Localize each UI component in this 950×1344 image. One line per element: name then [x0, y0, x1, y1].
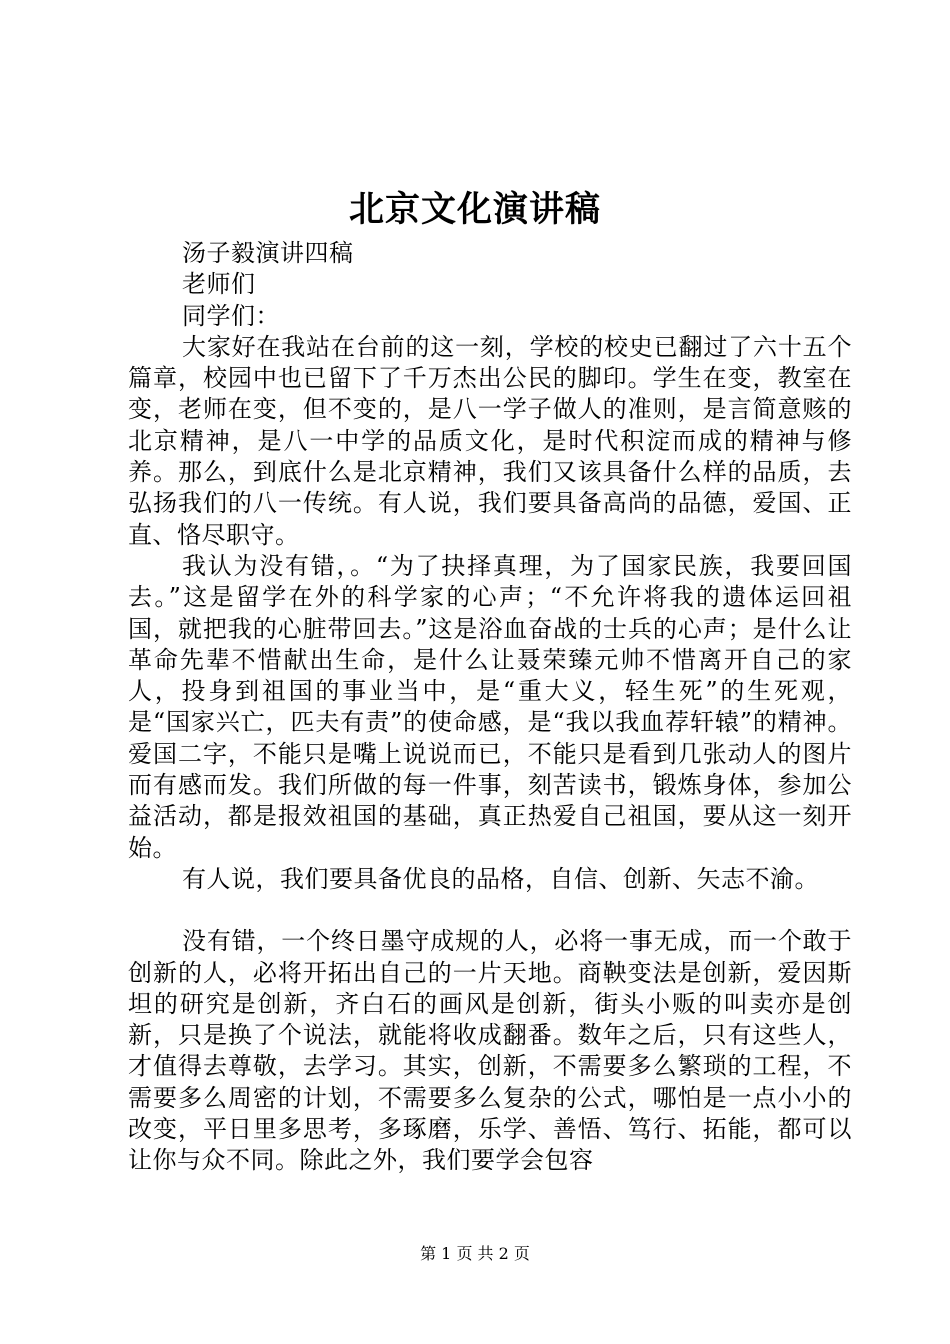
paragraph-2: 我认为没有错，。“为了抉择真理，为了国家民族，我要回国去。”这是留学在外的科学家的心声；“不允许将我的遗体运回祖国，就把我的心脏带回去。”这是浴血奋战的士兵的心声；是什么让革命先辈不惜献出生命，是什么让聂荣臻元帅不惜离开自己的家人，投身到祖国的事业当中，是“重大义，轻生死”的生死观，是“国家兴亡，匹夫有责”的使命感，是“我以我血荐轩辕”的精神。爱国二字，不能只是嘴上说说而已，不能只是看到几张动人的图片而有感而发。我们所做的每一件事，刻苦读书，锻炼身体，参加公益活动，都是报效祖国的基础，真正热爱自己祖国，要从这一刻开始。 — [128, 551, 852, 862]
document-body — [128, 238, 852, 1177]
salutation-students: 同学们： — [182, 301, 280, 330]
speech-draft-label: 汤子毅演讲四稿 — [182, 239, 354, 267]
paragraph-4: 没有错，一个终日墨守成规的人，必将一事无成，而一个敢于创新的人，必将开拓出自己的一片天地。商鞅变法是创新，爱因斯坦的研究是创新，齐白石的画风是创新，街头小贩的叫卖亦是创新，只是换了个说法，就能将收成翻番。数年之后，只有这些人，才值得去尊敬，去学习。其实，创新，不需要多么繁琐的工程，不需要多么周密的计划，不需要多么复杂的公式，哪怕是一点小小的改变，平日里多思考，多琢磨，乐学、善悟、笃行、拓能，都可以让你与众不同。除此之外，我们要学会包容 — [128, 927, 852, 1175]
paragraph-1: 大家好在我站在台前的这一刻，学校的校史已翻过了六十五个篇章，校园中也已留下了千万杰出公民的脚印。学生在变，教室在变，老师在变，但不变的，是八一学子做人的准则，是言简意赅的北京精神，是八一中学的品质文化，是时代积淀而成的精神与修养。那么，到底什么是北京精神，我们又该具备什么样的品质，去弘扬我们的八一传统。有人说，我们要具备高尚的品德，爱国、正直、恪尽职守。 — [128, 332, 852, 549]
paragraph-3: 有人说，我们要具备优良的品格，自信、创新、矢志不渝。 — [182, 864, 819, 893]
salutation-teachers: 老师们 — [182, 270, 256, 299]
document-title: 北京文化演讲稿 — [348, 189, 601, 230]
paragraph-spacer — [128, 895, 852, 926]
page-footer: 第 1 页 共 2 页 — [420, 1244, 530, 1263]
